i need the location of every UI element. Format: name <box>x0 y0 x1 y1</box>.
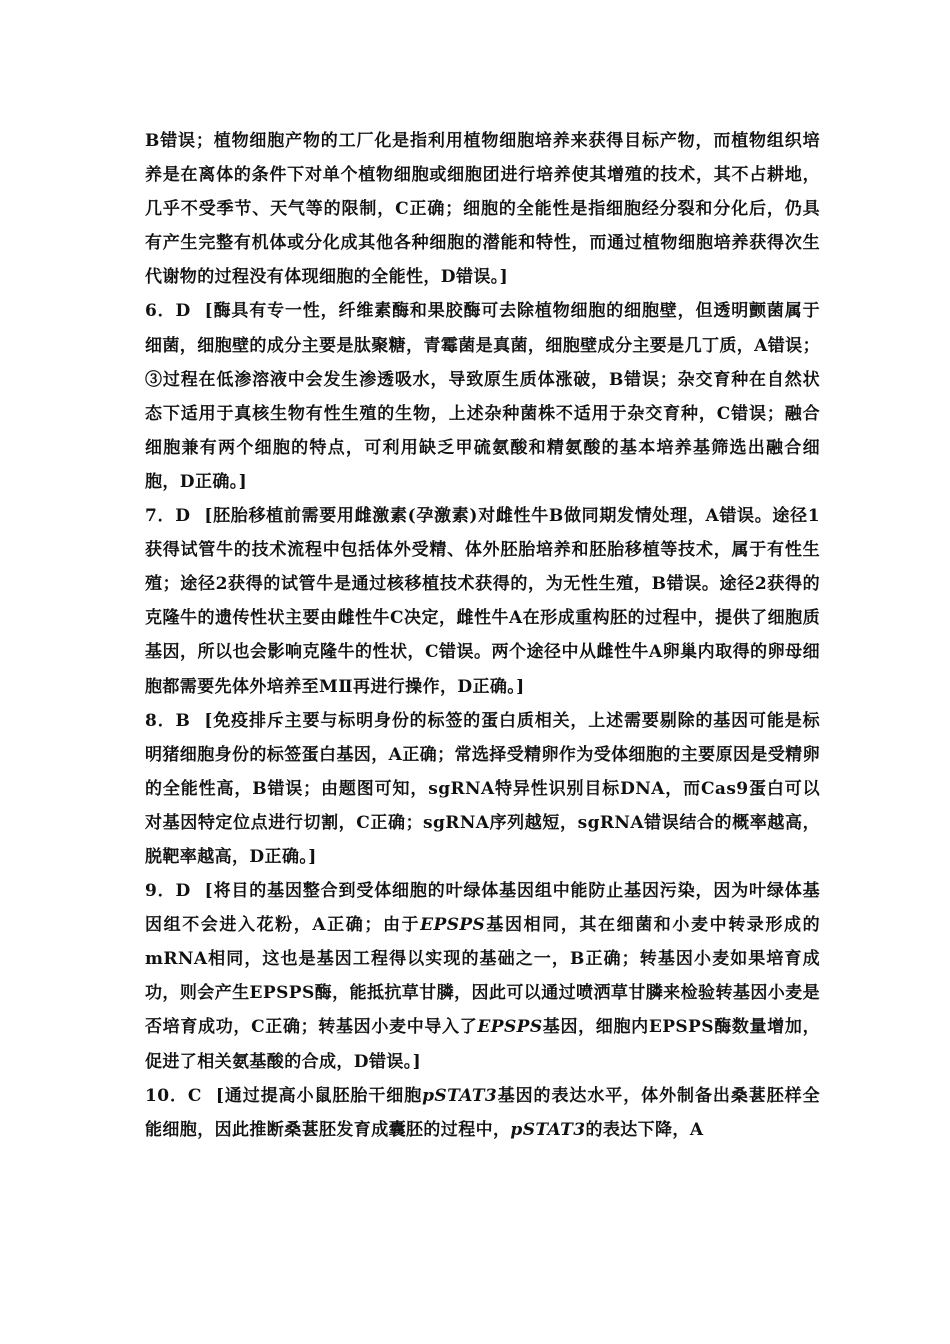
answer-5-continuation <box>145 124 820 294</box>
answer-8 <box>145 704 820 874</box>
paragraph-text: [通过提高小鼠胚胎干细胞pSTAT3基因的表达水平，体外制备出桑葚胚样全能细胞，因此推断桑葚胚发育成囊胚的过程中，pSTAT3的表达下降，A <box>145 1085 820 1140</box>
answer-10 <box>145 1079 820 1147</box>
paragraph-text: [酶具有专一性，纤维素酶和果胶酶可去除植物细胞的细胞壁，但透明颤菌属于细菌，细胞壁的成分主要是肽聚糖，青霉菌是真菌，细胞壁成分主要是几丁质，A错误；③过程在低渗溶液中会发生渗透吸水，导致原生质体涨破，B错误；杂交育种在自然状态下适用于真核生物有性生殖的生物，上述杂种菌株不适用于杂交育种，C错误；融合细胞兼有两个细胞的特点，可利用缺乏甲硫氨酸和精氨酸的基本培养基筛选出融合细胞，D正确。] <box>145 301 820 492</box>
answer-number: 9．D <box>145 881 191 902</box>
answer-number: 8．B <box>145 710 191 731</box>
paragraph-text: [将目的基因整合到受体细胞的叶绿体基因组中能防止基因污染，因为叶绿体基因组不会进入花粉，A正确；由于EPSPS基因相同，其在细菌和小麦中转录形成的mRNA相同，这也是基因工程得以实现的基础之一，B正确；转基因小麦如果培育成功，则会产生EPSPS酶，能抵抗草甘膦，因此可以通过喷洒草甘膦来检验转基因小麦是否培育成功，C正确；转基因小麦中导入了EPSPS基因，细胞内EPSPS酶数量增加，促进了相关氨基酸的合成，D错误。] <box>145 881 820 1072</box>
answer-number: 6．D <box>145 301 191 322</box>
answer-number: 7．D <box>145 506 191 527</box>
answer-9 <box>145 874 820 1079</box>
paragraph-text: B错误；植物细胞产物的工厂化是指利用植物细胞培养来获得目标产物，而植物组织培养是在离体的条件下对单个植物细胞或细胞团进行培养使其增殖的技术，其不占耕地，几乎不受季节、天气等的限制，C正确；细胞的全能性是指细胞经分裂和分化后，仍具有产生完整有机体或分化成其他各种细胞的潜能和特性，而通过植物细胞培养获得次生代谢物的过程没有体现细胞的全能性，D错误。] <box>145 131 820 288</box>
paragraph-text: [胚胎移植前需要用雌激素(孕激素)对雌性牛B做同期发情处理，A错误。途径1获得试管牛的技术流程中包括体外受精、体外胚胎培养和胚胎移植等技术，属于有性生殖；途径2获得的试管牛是通过核移植技术获得的，为无性生殖，B错误。途径2获得的克隆牛的遗传性状主要由雌性牛C决定，雌性牛A在形成重构胚的过程中，提供了细胞质基因，所以也会影响克隆牛的性状，C错误。两个途径中从雌性牛A卵巢内取得的卵母细胞都需要先体外培养至MⅡ再进行操作，D正确。] <box>145 506 820 697</box>
answer-number: 10．C <box>145 1085 202 1106</box>
answer-6 <box>145 294 820 499</box>
answer-7 <box>145 499 820 704</box>
paragraph-text: [免疫排斥主要与标明身份的标签的蛋白质相关，上述需要剔除的基因可能是标明猪细胞身份的标签蛋白基因，A正确；常选择受精卵作为受体细胞的主要原因是受精卵的全能性高，B错误；由题图可知，sgRNA特异性识别目标DNA，而Cas9蛋白可以对基因特定位点进行切割，C正确；sgRNA序列越短，sgRNA错误结合的概率越高，脱靶率越高，D正确。] <box>145 710 820 867</box>
